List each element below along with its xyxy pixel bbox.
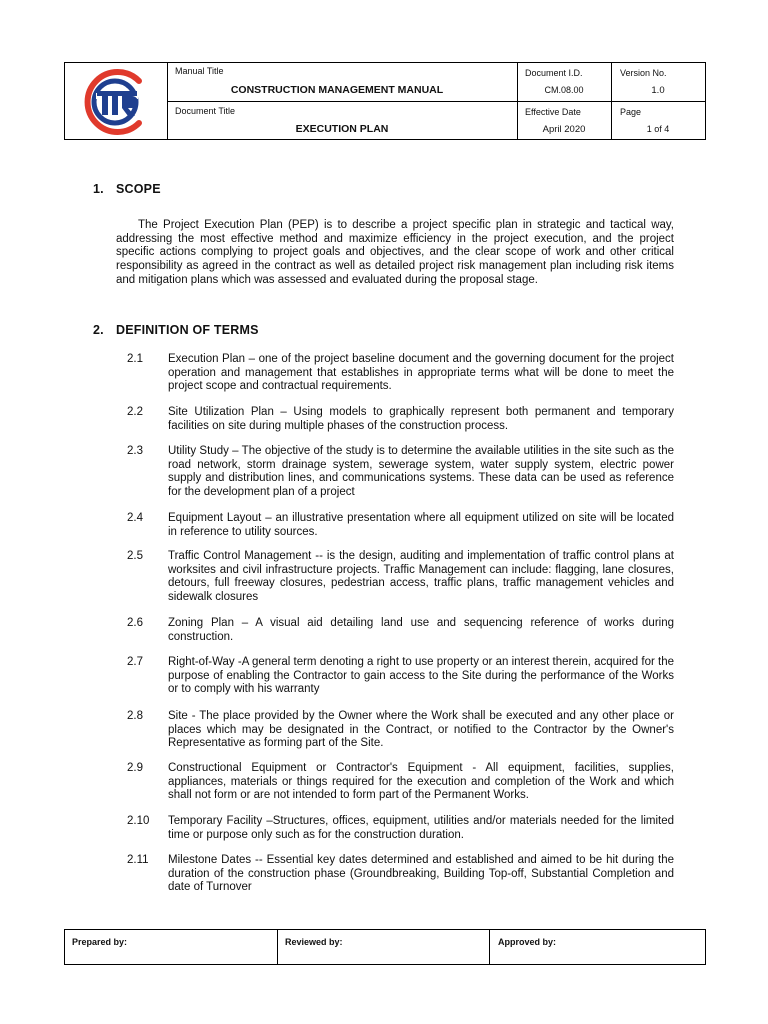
definition-number: 2.9 [127, 762, 143, 774]
page-number: 1 of 4 [646, 124, 670, 134]
document-title: EXECUTION PLAN [295, 123, 389, 135]
document-title-label: Document Title [175, 106, 236, 116]
manual-title: CONSTRUCTION MANAGEMENT MANUAL [230, 84, 444, 96]
definition-text: Constructional Equipment or Contractor's Equipment - All equipment, facilities, supplies, appliances, materials or things required for the execution and completion of the Work and which shall not form or are not intended to form part of the Permanent Works. [168, 762, 674, 802]
definition-text: Milestone Dates -- Essential key dates determined and established and aimed to be hit during the duration of the construction phase (Groundbreaking, Building Top-off, Substantial Completion and date of Turnover [168, 854, 674, 894]
definition-text: Execution Plan – one of the project baseline document and the governing document for the project operation and management that establishes in appropriate terms what will be done to meet the project scope and contractual requirements. [168, 353, 674, 393]
effective-date-label: Effective Date [525, 107, 581, 117]
section-heading-scope [93, 182, 161, 196]
definition-text: Right-of-Way -A general term denoting a right to use property or an interest therein, acquired for the purpose of enabling the Contractor to gain access to the Site during the performance of the Works or to comply with his warranty [168, 656, 674, 696]
approved-by-label: Approved by: [498, 937, 557, 947]
version-number: 1.0 [651, 85, 665, 96]
definition-number: 2.10 [127, 815, 150, 827]
document-header [64, 62, 706, 140]
definition-number: 2.5 [127, 550, 143, 562]
definition-number: 2.6 [127, 617, 143, 629]
definition-number: 2.7 [127, 656, 143, 668]
definition-number: 2.1 [127, 353, 143, 365]
version-label: Version No. [620, 68, 667, 78]
definition-text: Traffic Control Management -- is the design, auditing and implementation of traffic control plans at worksites and civil infrastructure projects. Traffic Management can include: flagging, lane closures, detours, full freeway closures, pedestrian access, traffic plans, traffic management vehicles and sidewalk closures [168, 550, 674, 604]
scope-paragraph: The Project Execution Plan (PEP) is to describe a project specific plan in strategic and tactical way, addressing the most effective method and maximize efficiency in the project execution, and the project specific actions complying to project goals and objectives, and the clear scope of work and other critical responsibility as agreed in the contract as well as detailed project risk management plan including risk items and mitigation plans which was assessed and evaluated during the proposal stage. [116, 219, 674, 286]
definition-text: Site Utilization Plan – Using models to graphically represent both permanent and temporary facilities on site during multiple phases of the construction process. [168, 406, 674, 432]
definition-text: Utility Study – The objective of the study is to determine the available utilities in the site such as the road network, storm drainage system, sewerage system, water supply system, electric power supply and distribution lines, and communications systems. These data can be used as reference for the development plan of a project [168, 445, 674, 499]
company-logo [79, 69, 151, 135]
signature-table [64, 929, 706, 965]
section-title: DEFINITION OF TERMS [116, 323, 259, 337]
definition-text: Temporary Facility –Structures, offices, equipment, utilities and/or materials needed for the limited time or purpose only such as for the construction duration. [168, 815, 674, 841]
definition-number: 2.2 [127, 406, 143, 418]
definition-number: 2.8 [127, 710, 143, 722]
section-title: SCOPE [116, 182, 161, 196]
document-id-label: Document I.D. [525, 68, 583, 78]
page-label: Page [620, 107, 642, 117]
definition-text: Equipment Layout – an illustrative presentation where all equipment utilized on site will be located in reference to utility sources. [168, 512, 674, 538]
manual-title-label: Manual Title [175, 66, 224, 76]
definition-number: 2.4 [127, 512, 143, 524]
effective-date: April 2020 [542, 124, 586, 135]
definition-number: 2.3 [127, 445, 143, 457]
document-id: CM.08.00 [544, 85, 584, 95]
definition-text: Site - The place provided by the Owner where the Work shall be executed and any other place or places which may be designated in the Contract, or notified to the Contractor by the Owner's Representative as forming part of the Site. [168, 710, 674, 750]
reviewed-by-label: Reviewed by: [285, 937, 343, 947]
section-heading-definitions [93, 323, 259, 337]
definition-text: Zoning Plan – A visual aid detailing land use and sequencing reference of works during construction. [168, 617, 674, 643]
section-number: 1. [93, 182, 104, 196]
definition-number: 2.11 [127, 854, 149, 866]
prepared-by-label: Prepared by: [72, 937, 128, 947]
section-number: 2. [93, 323, 104, 337]
